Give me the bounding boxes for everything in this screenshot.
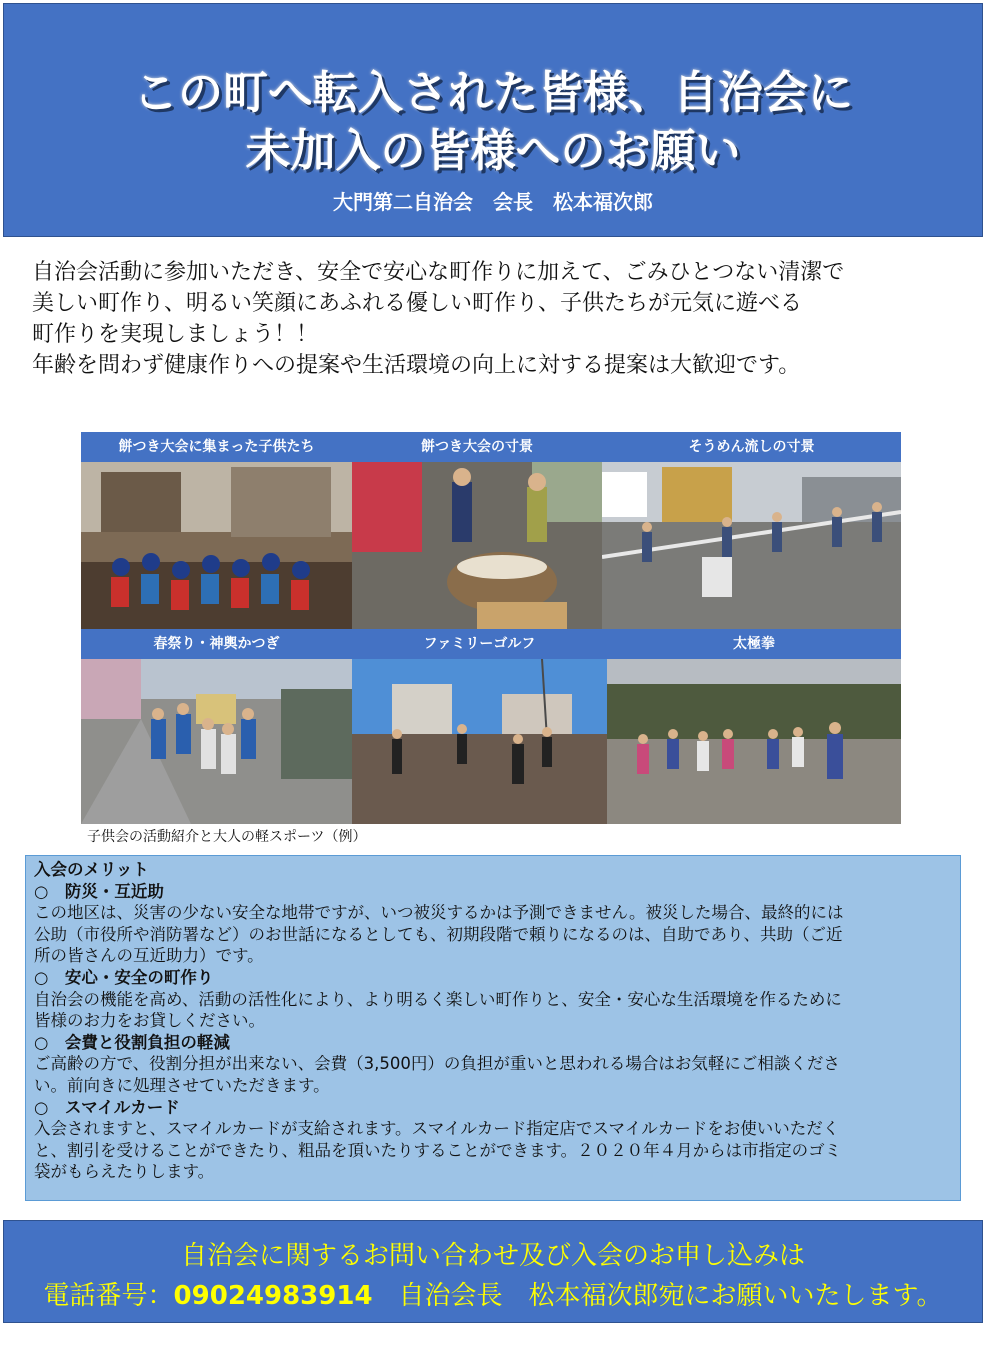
merit-text-line: 袋がもらえたりします。 — [34, 1162, 215, 1182]
merits-box — [25, 855, 961, 1201]
header-banner — [3, 3, 983, 237]
photo-group-children — [81, 462, 352, 629]
photo-note: 子供会の活動紹介と大人の軽スポーツ（例） — [87, 829, 367, 845]
photo-mikoshi — [81, 659, 352, 824]
merit-title: ○ 安心・安全の町作り — [34, 967, 214, 987]
phone-label: 電話番号： — [43, 1281, 174, 1311]
merit-text-line: 自治会の機能を高め、活動の活性化により、より明るく楽しい町作りと、安全・安心な生活環境を作るために — [34, 989, 842, 1009]
merits-heading: 入会のメリット — [34, 860, 149, 879]
photo-caption: そうめん流しの寸景 — [602, 432, 901, 462]
photo-somen-nagashi — [602, 462, 901, 629]
merit-text-line: い。前向きに処理させていただきます。 — [34, 1075, 330, 1095]
page-title-line2: 未加入の皆様へのお願い — [245, 124, 741, 177]
intro-text — [32, 257, 962, 381]
photo-tile — [352, 432, 602, 629]
contact-line1: 自治会に関するお問い合わせ及び入会のお申し込みは — [180, 1241, 805, 1271]
merit-text-line: と、割引を受けることができたり、粗品を頂いたりすることができます。２０２０年４月からは市指定のゴミ — [34, 1140, 842, 1160]
photo-mochi-pounding — [352, 462, 602, 629]
page-subtitle: 大門第二自治会 会長 松本福次郎 — [333, 190, 653, 214]
merit-title: ○ スマイルカード — [34, 1097, 180, 1117]
photo-gallery — [81, 432, 901, 824]
photo-caption: ファミリーゴルフ — [352, 629, 607, 659]
photo-tile — [352, 629, 607, 824]
photo-tai-chi — [607, 659, 901, 824]
photo-tile — [602, 432, 901, 629]
merit-text-line: ご高齢の方で、役割分担が出来ない、会費（3,500円）の負担が重いと思われる場合はお気軽にご相談くださ — [34, 1054, 840, 1074]
photo-tile — [81, 432, 352, 629]
intro-line: 町作りを実現しましょう！！ — [32, 322, 319, 347]
photo-caption: 餅つき大会の寸景 — [352, 432, 602, 462]
intro-line: 年齢を問わず健康作りへの提案や生活環境の向上に対する提案は大歓迎です。 — [32, 353, 801, 378]
photo-caption: 春祭り・神輿かつぎ — [81, 629, 352, 659]
photo-caption: 太極拳 — [607, 629, 901, 659]
merit-text-line: 公助（市役所や消防署など）のお世話になるとしても、初期段階で頼りになるのは、自助であり、共助（ご近 — [34, 924, 843, 944]
merit-text-line: この地区は、災害の少ない安全な地帯ですが、いつ被災するかは予測できません。被災した場合、最終的には — [34, 903, 844, 923]
merit-text-line: 入会されますと、スマイルカードが支給されます。スマイルカード指定店でスマイルカードをお使いいただく — [34, 1119, 840, 1139]
photo-tile — [607, 629, 901, 824]
contact-footer — [3, 1220, 983, 1323]
merit-title: ○ 防災・互近助 — [34, 881, 164, 901]
contact-line2 — [4, 1275, 982, 1312]
contact-recipient: 自治会長 松本福次郎宛にお願いいたします。 — [372, 1281, 943, 1311]
photo-caption: 餅つき大会に集まった子供たち — [81, 432, 352, 462]
page-title-line1: この町へ転入された皆様、自治会に — [132, 66, 853, 119]
photo-tile — [81, 629, 352, 824]
photo-family-golf — [352, 659, 607, 824]
phone-number: 09024983914 — [173, 1281, 373, 1311]
merit-text-line: 所の皆さんの互近助力）です。 — [34, 946, 264, 966]
intro-line: 美しい町作り、明るい笑顔にあふれる優しい町作り、子供たちが元気に遊べる — [32, 291, 803, 316]
merit-title: ○ 会費と役割負担の軽減 — [34, 1032, 230, 1052]
intro-line: 自治会活動に参加いただき、安全で安心な町作りに加えて、ごみひとつない清潔で — [32, 260, 845, 285]
merit-text-line: 皆様のお力をお貸しください。 — [34, 1011, 265, 1031]
